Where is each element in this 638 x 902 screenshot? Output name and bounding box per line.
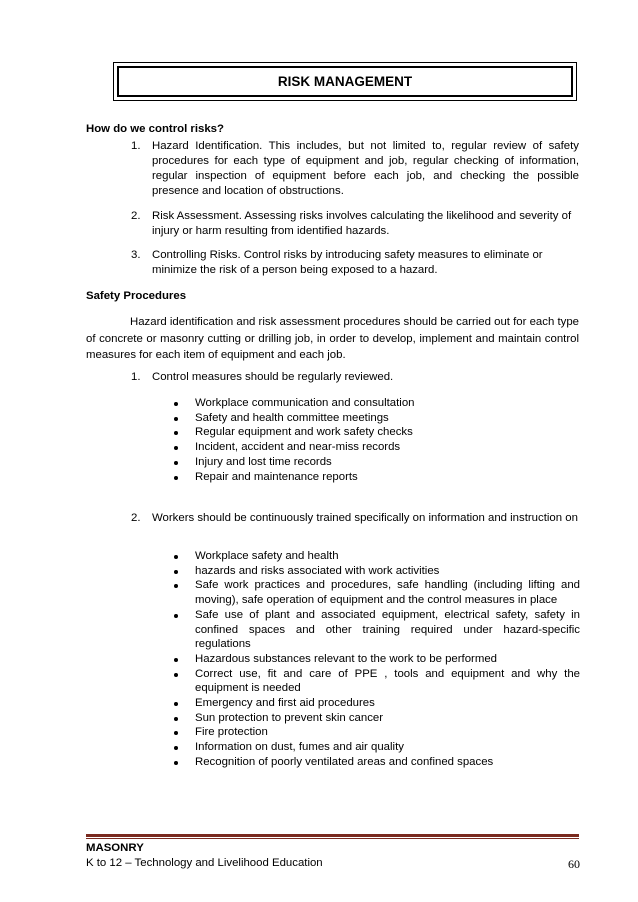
footer-subtitle: K to 12 – Technology and Livelihood Education: [86, 857, 323, 869]
bullet-text: Repair and maintenance reports: [195, 470, 358, 483]
bullet-item: [174, 696, 580, 711]
title-box: [113, 62, 577, 101]
bullet-text: Sun protection to prevent skin cancer: [195, 711, 384, 724]
list-item-number: 1.: [131, 140, 141, 152]
bullet-icon: [174, 555, 178, 559]
bullet-list-training: [174, 549, 580, 770]
bullet-text: Recognition of poorly ventilated areas and confined spaces: [195, 755, 494, 768]
list-item-number: 3.: [131, 249, 141, 261]
bullet-text: Hazardous substances relevant to the work to be performed: [195, 652, 498, 665]
footer-divider-thin: [86, 838, 579, 839]
bullet-item: [174, 440, 580, 455]
bullet-item: [174, 425, 580, 440]
bullet-text: Workplace communication and consultation: [195, 397, 415, 409]
bullet-text: Workplace safety and health: [195, 550, 339, 562]
bullet-text: Fire protection: [195, 726, 268, 739]
bullet-item: [174, 564, 580, 579]
bullet-item: [174, 740, 580, 755]
bullet-text: Safe use of plant and associated equipment, electrical safety, safety in confined spaces and other training required under hazard-specific regulations: [195, 608, 580, 651]
list-item-number: 2.: [131, 210, 141, 222]
bullet-item: [174, 549, 580, 564]
bullet-item: [174, 411, 580, 426]
bullet-item: [174, 667, 580, 696]
intro-paragraph: Hazard identification and risk assessment procedures should be carried out for each type of concrete or masonry cutting or drilling job, in order to develop, implement and maintain control measures for each item of equipment and each job.: [86, 316, 579, 361]
bullet-text: hazards and risks associated with work activities: [195, 564, 440, 577]
list-item-text: Control measures should be regularly reviewed.: [152, 371, 394, 383]
footer-divider: [86, 834, 579, 837]
bullet-icon: [174, 761, 178, 765]
bullet-icon: [174, 702, 178, 706]
section-heading-safety-procedures: Safety Procedures: [86, 290, 187, 302]
list-item-text: Hazard Identification. This includes, but not limited to, regular review of safety procedures for each type of equipment and job, regular checking of information, regular inspection of equipment before each job, and checking the possible presence and location of obstructions.: [152, 140, 579, 197]
bullet-icon: [174, 658, 178, 662]
bullet-icon: [174, 431, 178, 435]
bullet-item: [174, 725, 580, 740]
list-item-number: 1.: [131, 371, 141, 383]
bullet-text: Incident, accident and near-miss records: [195, 441, 401, 454]
bullet-item: [174, 755, 580, 770]
bullet-list-control-measures: [174, 396, 580, 484]
page-title: RISK MANAGEMENT: [117, 66, 573, 97]
bullet-item: [174, 578, 580, 607]
bullet-text: Safe work practices and procedures, safe handling (including lifting and moving), safe operation of equipment and the control measures in place: [195, 579, 580, 607]
bullet-item: [174, 470, 580, 485]
bullet-item: [174, 711, 580, 726]
bullet-text: Correct use, fit and care of PPE , tools and equipment and why the equipment is needed: [195, 667, 580, 695]
list-item-number: 2.: [131, 512, 141, 524]
bullet-item: [174, 608, 580, 652]
bullet-item: [174, 455, 580, 470]
list-item-text: Workers should be continuously trained specifically on information and instruction on: [152, 512, 578, 524]
section-heading-control-risks: How do we control risks?: [86, 123, 224, 135]
bullet-text: Safety and health committee meetings: [195, 411, 389, 424]
bullet-icon: [174, 402, 178, 406]
bullet-icon: [174, 417, 178, 421]
bullet-icon: [174, 731, 178, 735]
bullet-text: Information on dust, fumes and air quality: [195, 741, 404, 754]
bullet-icon: [174, 446, 178, 450]
bullet-text: Emergency and first aid procedures: [195, 697, 375, 710]
bullet-icon: [174, 570, 178, 574]
bullet-item: [174, 396, 580, 411]
bullet-icon: [174, 746, 178, 750]
list-item-text: Controlling Risks. Control risks by introducing safety measures to eliminate or minimize the risk of a person being exposed to a hazard.: [152, 249, 543, 276]
bullet-icon: [174, 476, 178, 480]
bullet-text: Regular equipment and work safety checks: [195, 426, 413, 439]
footer-title: MASONRY: [86, 842, 144, 854]
bullet-item: [174, 652, 580, 667]
bullet-icon: [174, 461, 178, 465]
list-item-text: Risk Assessment. Assessing risks involves calculating the likelihood and severity of injury or harm resulting from identified hazards.: [152, 210, 572, 237]
bullet-text: Injury and lost time records: [195, 455, 332, 468]
bullet-icon: [174, 614, 178, 618]
page-number: 60: [568, 857, 580, 871]
bullet-icon: [174, 673, 178, 677]
bullet-icon: [174, 584, 178, 588]
bullet-icon: [174, 717, 178, 721]
